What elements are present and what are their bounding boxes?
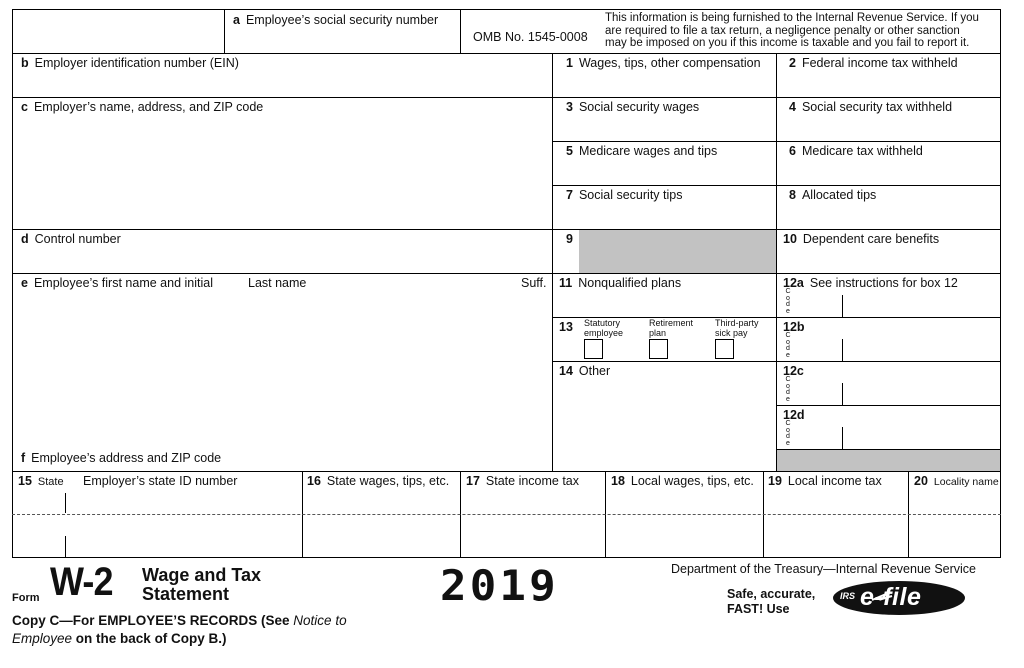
department: Department of the Treasury—Internal Revenue Service (671, 562, 977, 576)
code-divider (842, 295, 843, 317)
retirement-plan-label: Retirement plan (649, 318, 694, 338)
statutory-employee-checkbox[interactable] (584, 339, 603, 359)
box2-label: 2 Federal income tax withheld (789, 56, 958, 70)
w2-form (12, 9, 1001, 558)
box13-label: 13 (559, 320, 573, 334)
box17-label: 17 State income tax (466, 474, 580, 488)
dashed-separator (12, 514, 1001, 515)
box6-label: 6 Medicare tax withheld (789, 144, 923, 158)
box12d-label: 12d (783, 408, 805, 422)
retirement-plan-checkbox[interactable] (649, 339, 668, 359)
form-title: Wage and Tax Statement (142, 565, 262, 604)
box19-label: 19 Local income tax (768, 474, 882, 488)
divider (460, 9, 461, 53)
border-top (12, 9, 1001, 10)
irs-notice: This information is being furnished to the Internal Revenue Service. If you are required to file a tax return, a negligence penalty or other sanction may be imposed on you if this income is taxable and you fail to report it. (605, 12, 979, 49)
field-b-label: b Employer identification number (EIN) (21, 56, 239, 70)
code-divider (842, 383, 843, 405)
shaded-area (777, 450, 1000, 471)
tax-year: 2019 (440, 561, 559, 610)
statutory-employee-label: Statutory employee (584, 318, 624, 338)
box7-label: 7 Social security tips (566, 188, 683, 202)
divider (12, 471, 1001, 472)
border-left (12, 9, 13, 558)
box12a-label: 12a See instructions for box 12 (783, 276, 958, 290)
box12b-label: 12b (783, 320, 805, 334)
divider (12, 97, 1001, 98)
code-label: C o d e (785, 420, 791, 447)
code-divider (842, 427, 843, 449)
box9-label: 9 (566, 232, 573, 246)
box15-state-id-label: Employer’s state ID number (83, 474, 238, 488)
copy-designation: Copy C—For EMPLOYEE’S RECORDS (See Notice to Employee on the back of Copy B.) (12, 613, 347, 646)
third-party-sick-pay-checkbox[interactable] (715, 339, 734, 359)
box1-label: 1 Wages, tips, other compensation (566, 56, 761, 70)
divider (224, 9, 225, 53)
field-a-label: a Employee’s social security number (233, 13, 439, 27)
form-name: W-2 (50, 560, 113, 604)
divider (12, 273, 1001, 274)
divider (12, 229, 1001, 230)
divider (65, 493, 66, 513)
code-label: C o d e (785, 332, 791, 359)
divider (776, 405, 1001, 406)
box9-shaded (579, 230, 776, 273)
irs-efile-logo (832, 580, 966, 616)
box16-label: 16 State wages, tips, etc. (307, 474, 450, 488)
divider (12, 53, 1001, 54)
box20-label: 20 Locality name (914, 474, 999, 488)
form-word: Form (12, 592, 40, 604)
efile-text: e-file (860, 583, 922, 611)
field-d-label: d Control number (21, 232, 121, 246)
efile-irs-text: IRS (840, 591, 856, 601)
third-party-sick-pay-label: Third-party sick pay (715, 318, 759, 338)
border-right (1000, 9, 1001, 558)
field-e-label: e Employee’s first name and initial (21, 276, 213, 290)
code-divider (842, 339, 843, 361)
box15-label: 15 State (18, 474, 64, 488)
field-c-label: c Employer’s name, address, and ZIP code (21, 100, 264, 114)
box11-label: 11 Nonqualified plans (559, 276, 682, 290)
code-label: C o d e (785, 288, 791, 315)
omb-number: OMB No. 1545-0008 (473, 30, 588, 44)
divider (776, 53, 777, 471)
border-bottom (12, 557, 1001, 558)
field-e-suffix: Suff. (521, 276, 547, 290)
field-e-last-name: Last name (248, 276, 307, 290)
code-label: C o d e (785, 376, 791, 403)
box5-label: 5 Medicare wages and tips (566, 144, 718, 158)
box10-label: 10 Dependent care benefits (783, 232, 940, 246)
box8-label: 8 Allocated tips (789, 188, 877, 202)
box14-label: 14 Other (559, 364, 611, 378)
field-f-label: f Employee’s address and ZIP code (21, 451, 222, 465)
divider (65, 536, 66, 557)
box12c-label: 12c (783, 364, 804, 378)
safe-accurate-text: Safe, accurate, FAST! Use (727, 587, 816, 616)
box3-label: 3 Social security wages (566, 100, 700, 114)
box4-label: 4 Social security tax withheld (789, 100, 953, 114)
divider (552, 53, 553, 471)
box18-label: 18 Local wages, tips, etc. (611, 474, 754, 488)
